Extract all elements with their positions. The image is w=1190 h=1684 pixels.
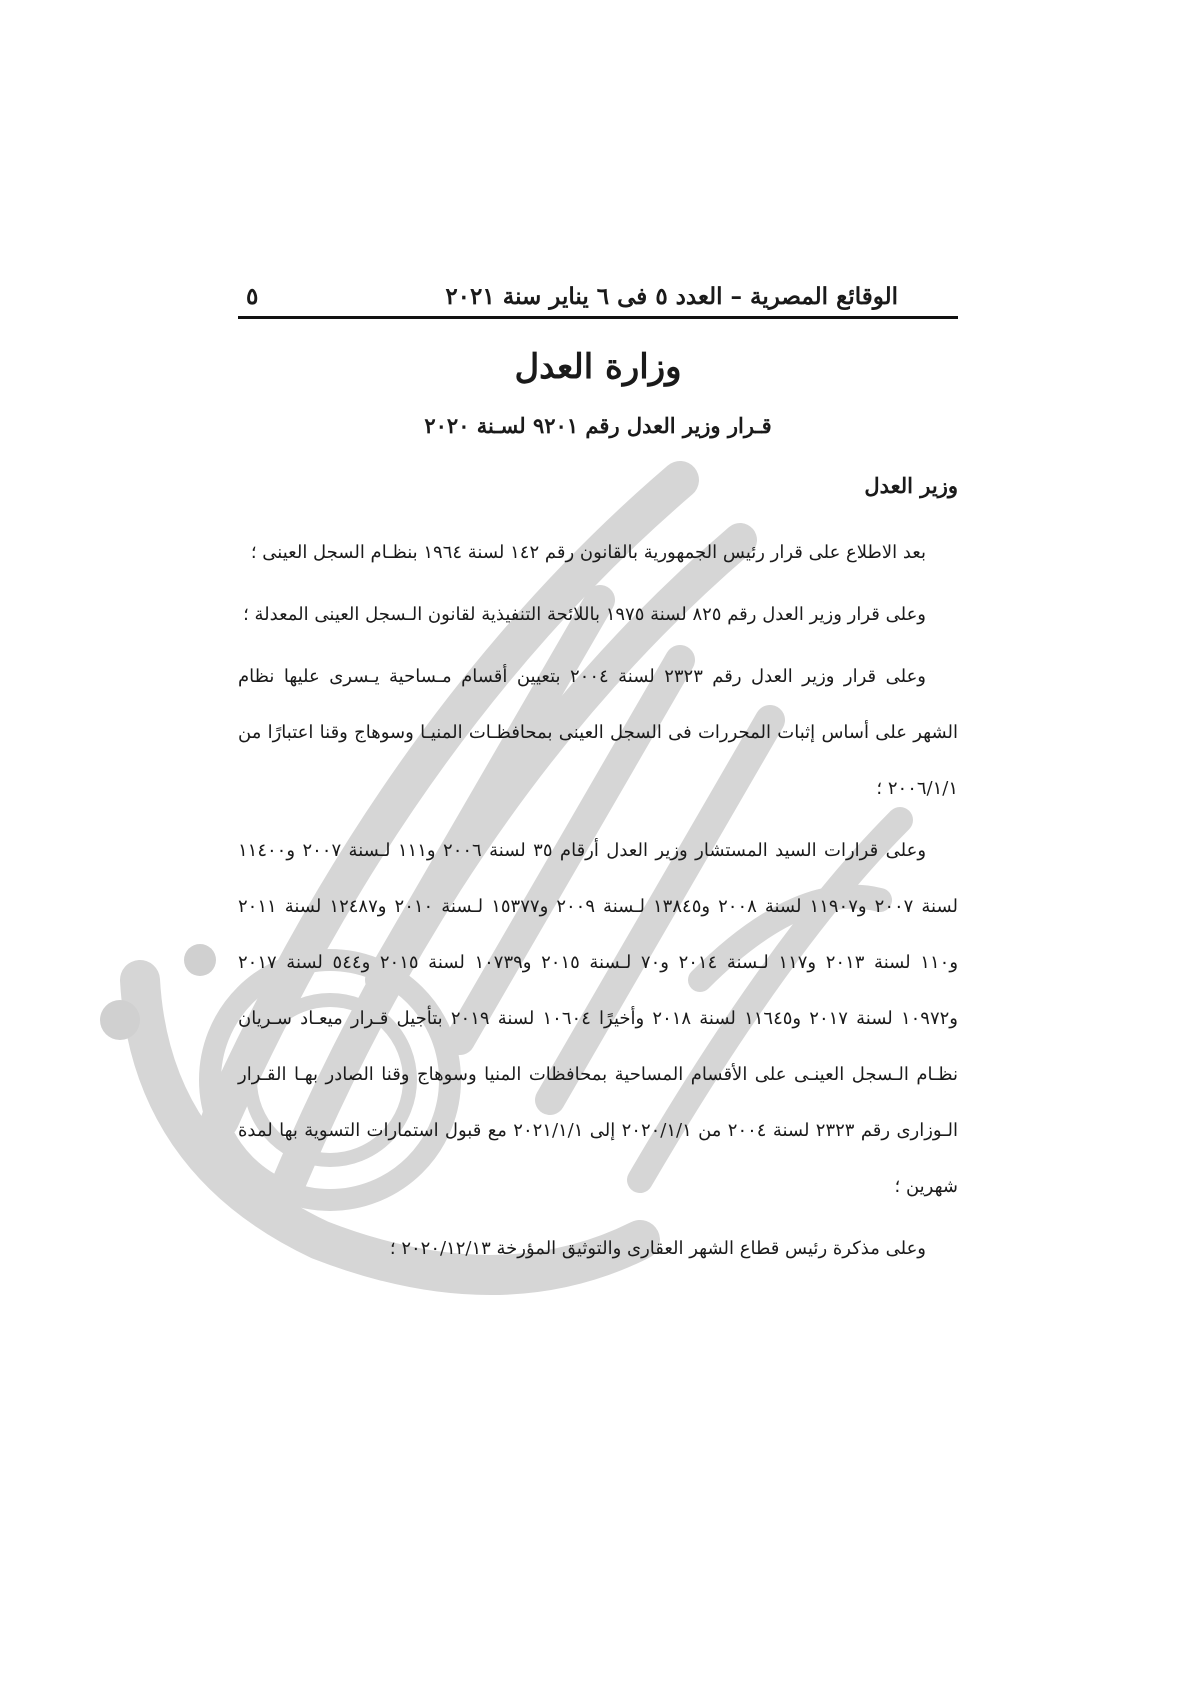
preamble (238, 525, 958, 1277)
ministry-heading: وزارة العدل (514, 347, 682, 387)
preamble-paragraph-2: وعلى قرار وزير العدل رقم ٨٢٥ لسنة ١٩٧٥ باللائحة التنفيذية لقانون الـسجل العينى المعدلة ؛ (243, 604, 926, 625)
page-header (238, 270, 958, 319)
document-page (238, 270, 958, 1283)
minister-heading: وزير العدل (864, 473, 958, 498)
preamble-paragraph-3: وعلى قرار وزير العدل رقم ٢٣٢٣ لسنة ٢٠٠٤ بتعيين أقسام مـساحية يـسرى عليها نظام الشهر على أساس إثبات المحررات فى السجل العينى بمحافظـات المنيـا وسوهاج وقنا اعتبارًا من ٢٠٠٦/١/١ ؛ (238, 666, 958, 799)
gazette-title: الوقائع المصرية – العدد ٥ فى ٦ يناير سنة ٢٠٢١ (445, 283, 898, 310)
page-number: ٥ (246, 283, 259, 310)
preamble-paragraph-1: بعد الاطلاع على قرار رئيس الجمهورية بالقانون رقم ١٤٢ لسنة ١٩٦٤ بنظـام السجل العينى ؛ (250, 542, 926, 563)
preamble-paragraph-4: وعلى قرارات السيد المستشار وزير العدل أرقام ٣٥ لسنة ٢٠٠٦ و١١١ لـسنة ٢٠٠٧ و١١٤٠٠ لسنة ٢٠٠٧ و١١٩٠٧ لسنة ٢٠٠٨ و١٣٨٤٥ لـسنة ٢٠٠٩ و١٥٣٧٧ لـسنة ٢٠١٠ و١٢٤٨٧ لسنة ٢٠١١ و١١٠ لسنة ٢٠١٣ و١١٧ لـسنة ٢٠١٤ و٧٠ لـسنة ٢٠١٥ و١٠٧٣٩ لسنة ٢٠١٥ و٥٤٤ لسنة ٢٠١٧ و١٠٩٧٢ لسنة ٢٠١٧ و١١٦٤٥ لسنة ٢٠١٨ وأخيرًا ١٠٦٠٤ لسنة ٢٠١٩ بتأجيل قـرار ميعـاد سـريان نظـام الـسجل العينـى على الأقسام المساحية بمحافظات المنيا وسوهاج وقنا الصادر بهـا القـرار الـوزارى رقم ٢٣٢٣ لسنة ٢٠٠٤ من ٢٠٢٠/١/١ إلى ٢٠٢١/١/١ مع قبول استمارات التسوية بها لمدة شهرين ؛ (238, 840, 959, 1197)
preamble-paragraph-5: وعلى مذكرة رئيس قطاع الشهر العقارى والتوثيق المؤرخة ٢٠٢٠/١٢/١٣ ؛ (389, 1238, 926, 1259)
decree-title: قـرار وزير العدل رقم ٩٢٠١ لسـنة ٢٠٢٠ (424, 413, 772, 438)
